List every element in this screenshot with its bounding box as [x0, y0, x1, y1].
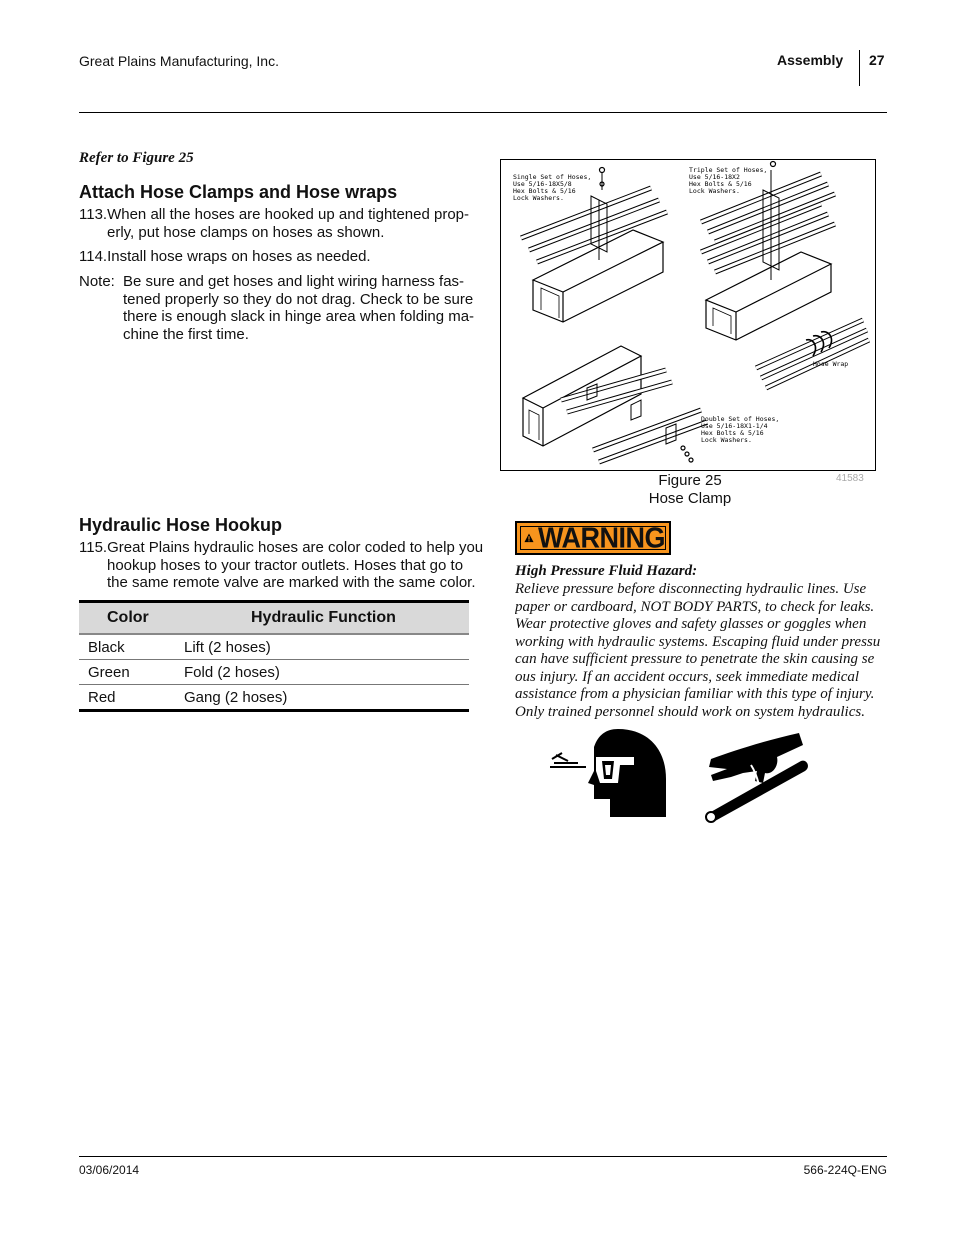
label-double-3: Hex Bolts & 5/16 — [701, 429, 764, 437]
step-text-line3: the same remote valve are marked with the same color. — [107, 574, 476, 591]
table-row — [79, 634, 469, 660]
step-number: 113. — [79, 206, 108, 223]
step-number: 115. — [79, 539, 108, 556]
note — [79, 273, 499, 343]
label-triple-1: Triple Set of Hoses, — [689, 166, 768, 174]
label-triple-3: Hex Bolts & 5/16 — [689, 180, 752, 188]
label-triple-4: Lock Washers. — [689, 187, 740, 195]
figure-reference: Refer to Figure 25 — [79, 150, 194, 166]
warning-line: paper or cardboard, NOT BODY PARTS, to check for leaks. — [515, 598, 875, 615]
label-hose-wrap: Hose Wrap — [813, 360, 849, 368]
hose-clamp-diagram — [501, 160, 875, 470]
table-cell: Lift (2 hoses) — [184, 634, 469, 660]
hydraulic-color-table — [79, 600, 469, 712]
header-separator — [859, 50, 860, 86]
note-line: Be sure and get hoses and light wiring harness fas- — [123, 273, 465, 290]
note-line: chine the first time. — [123, 325, 249, 343]
table-header: Hydraulic Function — [184, 602, 469, 635]
label-double-1: Double Set of Hoses, — [701, 415, 780, 423]
step-number: 114. — [79, 248, 108, 265]
note-label: Note: — [79, 273, 115, 290]
tube-bottom — [523, 346, 641, 408]
step-text-line2: hookup hoses to your tractor outlets. Hoses that go to — [107, 556, 464, 574]
tube-top-right — [706, 252, 831, 312]
table-cell: Red — [79, 685, 184, 711]
label-single-4: Lock Washers. — [513, 194, 564, 202]
table-cell: Fold (2 hoses) — [184, 660, 469, 685]
label-double-4: Lock Washers. — [701, 436, 752, 444]
warning-line: can have sufficient pressure to penetrate the skin causing se — [515, 651, 875, 667]
table-cell: Gang (2 hoses) — [184, 685, 469, 711]
warning-line: ous injury. If an accident occurs, seek immediate medical — [515, 668, 860, 685]
label-single-3: Hex Bolts & 5/16 — [513, 187, 576, 195]
footer-date: 03/06/2014 — [79, 1163, 140, 1177]
label-triple-2: Use 5/16-18X2 — [689, 173, 740, 181]
warning-body — [515, 581, 887, 721]
footer-rule — [79, 1156, 887, 1157]
hose-clamp-figure — [500, 159, 876, 471]
label-single-1: Single Set of Hoses, — [513, 173, 592, 181]
hand-injury-icon — [703, 731, 813, 823]
heading-hydraulic-hose-hookup: Hydraulic Hose Hookup — [79, 515, 283, 535]
warning-line: Wear protective gloves and safety glasses or goggles when — [515, 616, 867, 632]
step-text-line2: erly, put hose clamps on hoses as shown. — [107, 223, 385, 241]
note-line: tened properly so they do not drag. Check to be sure — [123, 290, 474, 308]
table-row — [79, 685, 469, 711]
alert-triangle-icon — [524, 527, 534, 549]
warning-line: working with hydraulic systems. Escaping fluid under pressu — [515, 633, 881, 650]
warning-line: assistance from a physician familiar with this type of injury. — [515, 686, 875, 702]
table-cell: Black — [79, 634, 184, 660]
step-text-line1: Great Plains hydraulic hoses are color coded to help you — [107, 539, 484, 556]
footer-doc-number: 566-224Q-ENG — [803, 1163, 887, 1177]
warning-label: WARNING — [538, 521, 665, 554]
warning-line: Relieve pressure before disconnecting hydraulic lines. Use — [515, 581, 867, 597]
step-113 — [79, 206, 499, 241]
warning-line: Only trained personnel should work on system hydraulics. — [515, 703, 865, 720]
figure-number: Figure 25 — [658, 472, 722, 489]
warning-title: High Pressure Fluid Hazard: — [515, 563, 698, 579]
label-double-2: Use 5/16-18X1-1/4 — [701, 422, 768, 430]
page-number: 27 — [869, 52, 885, 68]
step-114 — [79, 248, 499, 266]
table-cell: Green — [79, 660, 184, 685]
section-title: Assembly — [777, 52, 844, 68]
header-rule — [79, 112, 887, 113]
figure-id: 41583 — [836, 473, 864, 484]
eye-protection-icon — [548, 727, 668, 819]
step-text-line1: Install hose wraps on hoses as needed. — [107, 248, 371, 265]
table-row — [79, 660, 469, 685]
heading-attach-hose-clamps: Attach Hose Clamps and Hose wraps — [79, 182, 398, 202]
table-header-row — [79, 602, 469, 635]
note-line: there is enough slack in hinge area when folding ma- — [123, 308, 475, 325]
figure-caption — [620, 472, 760, 508]
warning-sign — [515, 521, 671, 555]
figure-title: Hose Clamp — [648, 490, 732, 507]
step-115 — [79, 539, 499, 592]
step-text-line1: When all the hoses are hooked up and tightened prop- — [107, 206, 470, 223]
table-header: Color — [79, 602, 184, 635]
company-name: Great Plains Manufacturing, Inc. — [79, 53, 279, 69]
label-single-2: Use 5/16-18X5/8 — [513, 180, 572, 188]
